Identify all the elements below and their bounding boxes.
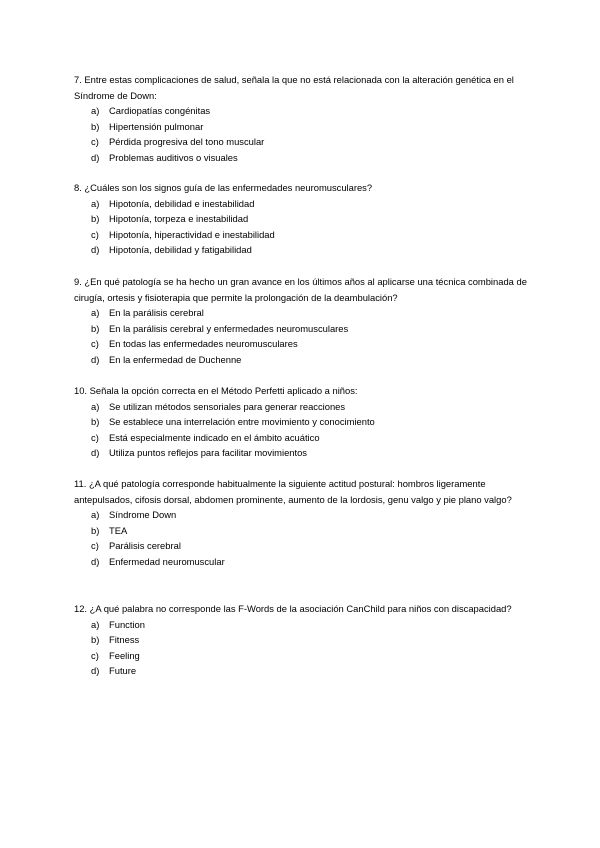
option-text: Hipotonía, hiperactividad e inestabilidad [109, 228, 275, 240]
options-list [74, 399, 544, 461]
option-text: TEA [109, 524, 128, 536]
option-text: En la parálisis cerebral y enfermedades neuromusculares [109, 322, 349, 334]
option-text: Parálisis cerebral [109, 540, 181, 552]
option-c [74, 430, 544, 446]
option-a [74, 305, 544, 321]
option-text: Feeling [109, 649, 140, 661]
option-c [74, 538, 544, 554]
option-b [74, 523, 544, 539]
option-d [74, 663, 544, 679]
option-letter: b) [91, 213, 100, 225]
option-letter: b) [91, 120, 100, 132]
option-letter: c) [91, 431, 99, 443]
question-10 [74, 383, 544, 461]
option-b [74, 119, 544, 135]
option-d [74, 352, 544, 368]
option-letter: a) [91, 400, 100, 412]
option-letter: d) [91, 151, 100, 163]
option-letter: c) [91, 649, 99, 661]
option-d [74, 554, 544, 570]
option-b [74, 211, 544, 227]
option-letter: b) [91, 524, 100, 536]
question-text: 8. ¿Cuáles son los signos guía de las enfermedades neuromusculares? [74, 182, 373, 193]
option-b [74, 414, 544, 430]
option-b [74, 321, 544, 337]
option-a [74, 507, 544, 523]
option-text: Utiliza puntos reflejos para facilitar movimientos [109, 447, 307, 459]
question-text: 7. Entre estas complicaciones de salud, señala la que no está relacionada con la alteración genética en el Síndrome de Down: [74, 74, 514, 101]
option-text: Se establece una interrelación entre movimiento y conocimiento [109, 416, 375, 428]
option-letter: a) [91, 307, 100, 319]
option-text: En la parálisis cerebral [109, 307, 204, 319]
option-letter: a) [91, 618, 100, 630]
option-c [74, 336, 544, 352]
option-text: Hipotonía, debilidad e inestabilidad [109, 197, 255, 209]
option-a [74, 103, 544, 119]
option-text: Hipertensión pulmonar [109, 120, 204, 132]
question-9 [74, 274, 544, 367]
option-text: Fitness [109, 634, 140, 646]
option-letter: d) [91, 665, 100, 677]
option-letter: b) [91, 322, 100, 334]
option-a [74, 399, 544, 415]
options-list [74, 507, 544, 569]
option-letter: a) [91, 509, 100, 521]
option-a [74, 196, 544, 212]
options-list [74, 196, 544, 258]
question-text: 9. ¿En qué patología se ha hecho un gran avance en los últimos años al aplicarse una técnica combinada de cirugía, ortesis y fisioterapia que permite la prolongación de la deambulación? [74, 276, 527, 303]
option-text: Problemas auditivos o visuales [109, 151, 238, 163]
option-letter: a) [91, 197, 100, 209]
option-text: Síndrome Down [109, 509, 177, 521]
option-d [74, 445, 544, 461]
option-b [74, 632, 544, 648]
option-d [74, 150, 544, 166]
option-text: Está especialmente indicado en el ámbito acuático [109, 431, 320, 443]
option-letter: d) [91, 353, 100, 365]
option-text: Cardiopatías congénitas [109, 105, 211, 117]
option-c [74, 134, 544, 150]
option-letter: b) [91, 416, 100, 428]
question-text: 10. Señala la opción correcta en el Método Perfetti aplicado a niños: [74, 385, 358, 396]
question-11 [74, 476, 544, 569]
option-text: Hipotonía, debilidad y fatigabilidad [109, 244, 252, 256]
option-text: Future [109, 665, 137, 677]
option-text: En todas las enfermedades neuromusculares [109, 338, 298, 350]
question-text: 11. ¿A qué patología corresponde habitualmente la siguiente actitud postural: hombros ligeramente antepulsados, cifosis dorsal, abdomen prominente, aumento de la lordosis, genu valgo y pie plano valgo? [74, 478, 512, 505]
option-letter: d) [91, 555, 100, 567]
option-text: Enfermedad neuromuscular [109, 555, 225, 567]
option-a [74, 617, 544, 633]
option-c [74, 227, 544, 243]
option-letter: b) [91, 634, 100, 646]
option-text: Function [109, 618, 145, 630]
option-c [74, 648, 544, 664]
options-list [74, 617, 544, 679]
option-letter: d) [91, 447, 100, 459]
option-text: Hipotonía, torpeza e inestabilidad [109, 213, 249, 225]
question-12 [74, 601, 544, 679]
option-text: Pérdida progresiva del tono muscular [109, 136, 265, 148]
option-letter: c) [91, 136, 99, 148]
option-letter: a) [91, 105, 100, 117]
options-list [74, 305, 544, 367]
option-d [74, 242, 544, 258]
options-list [74, 103, 544, 165]
option-text: Se utilizan métodos sensoriales para generar reacciones [109, 400, 346, 412]
option-letter: c) [91, 540, 99, 552]
question-7 [74, 72, 544, 165]
question-text: 12. ¿A qué palabra no corresponde las F-Words de la asociación CanChild para niños con discapacidad? [74, 603, 512, 614]
option-text: En la enfermedad de Duchenne [109, 353, 242, 365]
question-8 [74, 180, 544, 258]
option-letter: c) [91, 228, 99, 240]
option-letter: d) [91, 244, 100, 256]
option-letter: c) [91, 338, 99, 350]
